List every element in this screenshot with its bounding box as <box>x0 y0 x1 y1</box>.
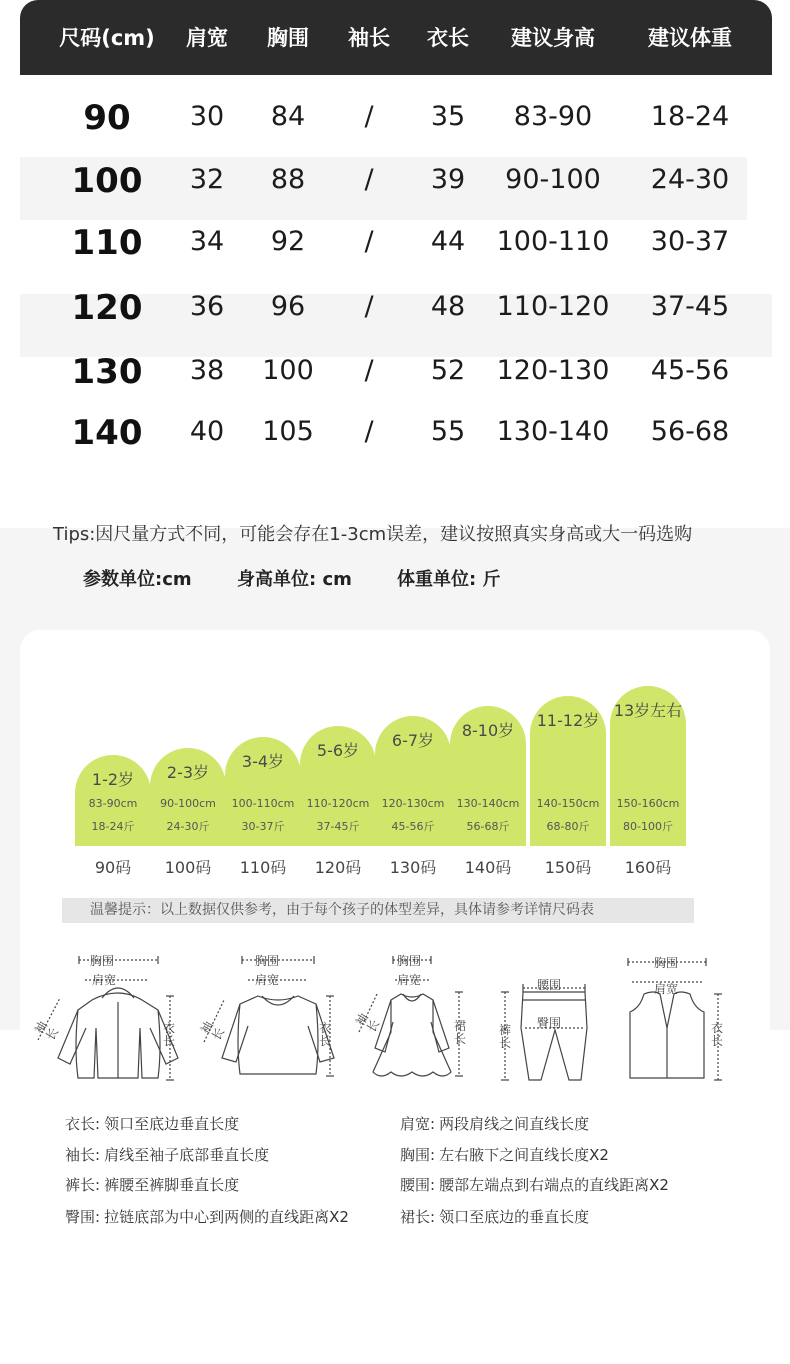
pants-length-label: 裤长 <box>498 1023 511 1050</box>
jacket-diagram <box>30 948 180 1088</box>
jacket-sleeve-label: 袖长 <box>31 1018 62 1043</box>
pants-hip-label: 臀围 <box>537 1016 562 1030</box>
sweater-chest-label: 胸围 <box>255 954 280 968</box>
table-cell: 105 <box>262 416 314 447</box>
weight-range: 80-100斤 <box>623 820 673 833</box>
table-cell: 55 <box>430 416 466 447</box>
header-cell: 袖长 <box>348 26 390 50</box>
dress-sleeve-label: 袖长 <box>352 1010 383 1035</box>
definition-term: 肩宽: <box>400 1115 436 1133</box>
jacket-length-label: 衣长 <box>162 1021 175 1048</box>
definition-term: 臀围: <box>65 1208 101 1226</box>
dress-length-label: 裙长 <box>453 1019 466 1046</box>
weight-range: 56-68斤 <box>466 820 510 833</box>
size-cell: 130 <box>71 352 143 392</box>
definition-item <box>65 1113 239 1134</box>
height-range: 130-140cm <box>456 797 520 810</box>
size-code: 120码 <box>314 858 362 877</box>
gray-background <box>770 980 790 1030</box>
definition-item <box>65 1206 349 1227</box>
size-code: 130码 <box>389 858 437 877</box>
table-cell: 48 <box>430 291 466 322</box>
table-cell: 45-56 <box>650 355 730 386</box>
definition-term: 袖长: <box>65 1146 101 1164</box>
size-code: 150码 <box>544 858 592 877</box>
age-bar <box>610 686 686 846</box>
age-bar <box>450 706 526 846</box>
header-cell: 尺码(cm) <box>59 26 155 50</box>
tips-text: Tips:因尺量方式不同，可能会存在1-3cm误差，建议按照真实身高或大一码选购 <box>53 524 693 545</box>
pants-diagram <box>495 948 605 1088</box>
size-cell: 110 <box>71 223 143 263</box>
table-cell: 30 <box>189 101 225 132</box>
weight-range: 18-24斤 <box>91 820 135 833</box>
size-cell: 120 <box>71 288 143 328</box>
definition-desc: 腰部左端点到右端点的直线距离X2 <box>439 1176 669 1194</box>
height-range: 100-110cm <box>231 797 295 810</box>
definition-desc: 两段肩线之间直线长度 <box>439 1115 590 1133</box>
definition-item <box>400 1174 669 1195</box>
table-cell: 100 <box>262 355 314 386</box>
table-cell: 100-110 <box>496 226 610 257</box>
table-cell: 37-45 <box>650 291 730 322</box>
table-cell: 96 <box>270 291 306 322</box>
table-cell: 44 <box>430 226 466 257</box>
table-cell: / <box>364 101 374 132</box>
size-cell: 140 <box>71 413 143 453</box>
header-cell: 衣长 <box>427 26 469 50</box>
sweater-sleeve-label: 袖长 <box>197 1018 228 1043</box>
table-cell: 24-30 <box>650 164 730 195</box>
table-cell: / <box>364 355 374 386</box>
size-code: 140码 <box>464 858 512 877</box>
definition-desc: 领口至底边的垂直长度 <box>439 1208 590 1226</box>
table-cell: 52 <box>430 355 466 386</box>
definition-term: 裤长: <box>65 1176 101 1194</box>
table-cell: 32 <box>189 164 225 195</box>
weight-range: 24-30斤 <box>166 820 210 833</box>
definition-item <box>65 1174 239 1195</box>
table-cell: 110-120 <box>496 291 610 322</box>
table-cell: 30-37 <box>650 226 730 257</box>
table-cell: / <box>364 226 374 257</box>
weight-range: 37-45斤 <box>316 820 360 833</box>
height-range: 110-120cm <box>306 797 370 810</box>
age-label: 3-4岁 <box>241 752 285 771</box>
jacket-chest-label: 胸围 <box>90 954 115 968</box>
age-label: 2-3岁 <box>166 763 210 782</box>
unit-height: 身高单位: cm <box>237 569 352 590</box>
age-label: 8-10岁 <box>461 721 515 740</box>
definition-term: 衣长: <box>65 1115 101 1133</box>
definition-item <box>65 1144 269 1165</box>
size-cell: 100 <box>71 161 143 201</box>
vest-length-label: 衣长 <box>710 1021 723 1048</box>
table-cell: 90-100 <box>505 164 601 195</box>
age-bar <box>225 737 301 846</box>
vest-shoulder-label: 肩宽 <box>654 982 679 996</box>
header-cell: 胸围 <box>267 26 309 50</box>
dress-diagram <box>352 948 475 1088</box>
definition-term: 胸围: <box>400 1146 436 1164</box>
notice-text: 温馨提示：以上数据仅供参考，由于每个孩子的体型差异，具体请参考详情尺码表 <box>62 898 694 923</box>
age-label: 1-2岁 <box>91 770 135 789</box>
definition-item <box>400 1113 589 1134</box>
definition-desc: 肩线至袖子底部垂直长度 <box>104 1146 270 1164</box>
table-cell: 18-24 <box>650 101 730 132</box>
unit-params: 参数单位:cm <box>83 569 192 590</box>
vest-diagram <box>618 948 733 1088</box>
definition-item <box>400 1206 589 1227</box>
definition-item <box>400 1144 609 1165</box>
table-cell: 36 <box>189 291 225 322</box>
weight-range: 45-56斤 <box>391 820 435 833</box>
age-label: 13岁左右 <box>613 701 683 720</box>
weight-range: 30-37斤 <box>241 820 285 833</box>
table-cell: 83-90 <box>513 101 593 132</box>
age-bar <box>375 716 451 846</box>
definition-desc: 领口至底边垂直长度 <box>104 1115 240 1133</box>
definition-desc: 裤腰至裤脚垂直长度 <box>104 1176 240 1194</box>
height-range: 150-160cm <box>616 797 680 810</box>
age-bar <box>150 748 226 846</box>
sweater-shoulder-label: 肩宽 <box>255 973 280 987</box>
table-cell: / <box>364 164 374 195</box>
table-cell: / <box>364 416 374 447</box>
table-cell: 92 <box>270 226 306 257</box>
height-range: 120-130cm <box>381 797 445 810</box>
size-code: 160码 <box>624 858 672 877</box>
header-cell: 建议身高 <box>511 26 595 50</box>
table-cell: 120-130 <box>496 355 610 386</box>
table-cell: 56-68 <box>650 416 730 447</box>
table-cell: 38 <box>189 355 225 386</box>
gray-background <box>0 980 20 1030</box>
size-cell: 90 <box>83 98 131 138</box>
height-range: 83-90cm <box>88 797 138 810</box>
jacket-shoulder-label: 肩宽 <box>92 973 117 987</box>
dress-shoulder-label: 肩宽 <box>397 973 422 987</box>
pants-waist-label: 腰围 <box>537 978 562 992</box>
age-label: 6-7岁 <box>391 731 435 750</box>
size-code: 100码 <box>164 858 212 877</box>
table-cell: 84 <box>270 101 306 132</box>
definition-desc: 左右腋下之间直线长度X2 <box>439 1146 609 1164</box>
age-bar <box>530 696 606 846</box>
unit-weight: 体重单位: 斤 <box>397 569 501 590</box>
definition-term: 腰围: <box>400 1176 436 1194</box>
table-cell: / <box>364 291 374 322</box>
age-label: 5-6岁 <box>316 741 360 760</box>
age-bar <box>75 755 151 846</box>
weight-range: 68-80斤 <box>546 820 590 833</box>
height-range: 140-150cm <box>536 797 600 810</box>
table-cell: 34 <box>189 226 225 257</box>
age-label: 11-12岁 <box>536 711 600 730</box>
table-cell: 40 <box>189 416 225 447</box>
table-cell: 39 <box>430 164 466 195</box>
vest-chest-label: 胸围 <box>654 956 679 970</box>
definition-desc: 拉链底部为中心到两侧的直线距离X2 <box>104 1208 349 1226</box>
jacket-icon <box>30 948 180 1088</box>
table-cell: 35 <box>430 101 466 132</box>
table-cell: 88 <box>270 164 306 195</box>
size-code: 110码 <box>239 858 287 877</box>
table-cell: 130-140 <box>496 416 610 447</box>
dress-chest-label: 胸围 <box>397 954 422 968</box>
header-cell: 肩宽 <box>186 26 228 50</box>
height-range: 90-100cm <box>160 797 216 810</box>
sweater-icon <box>197 948 350 1088</box>
definition-term: 裙长: <box>400 1208 436 1226</box>
size-code: 90码 <box>94 858 132 877</box>
age-bar <box>300 726 376 846</box>
sweater-diagram <box>197 948 350 1088</box>
sweater-length-label: 衣长 <box>318 1021 331 1048</box>
header-cell: 建议体重 <box>648 26 732 50</box>
